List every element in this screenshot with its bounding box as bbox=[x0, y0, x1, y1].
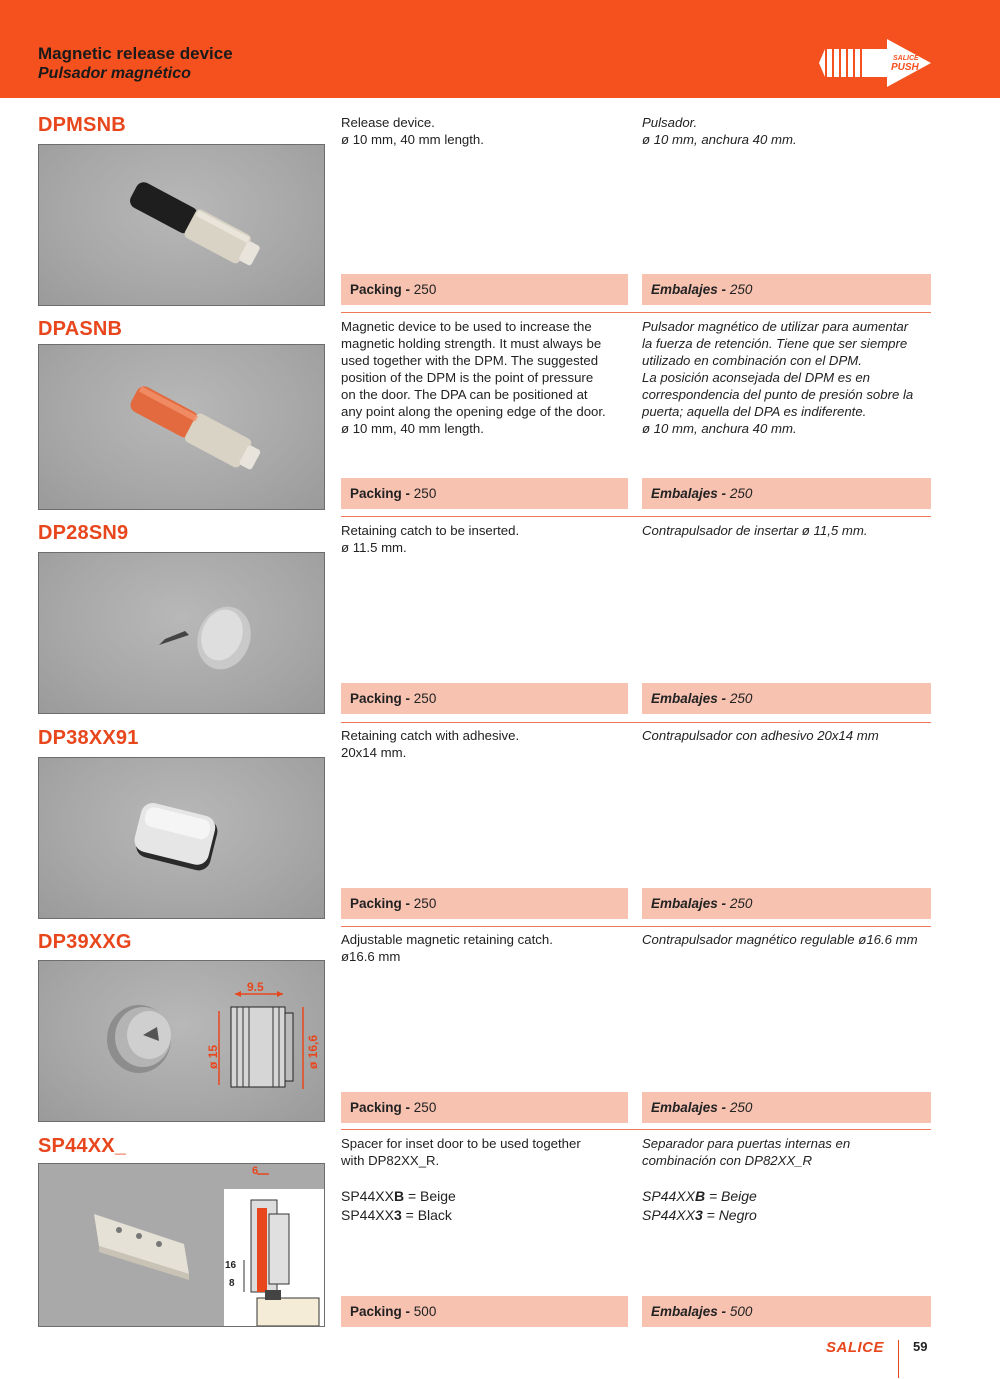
header-title-en: Magnetic release device bbox=[38, 44, 233, 63]
description-es: Contrapulsador magnético regulable ø16.6 mm bbox=[642, 932, 918, 947]
packing-box: Packing - 250 bbox=[341, 478, 628, 509]
description-es: Pulsador. ø 10 mm, anchura 40 mm. bbox=[642, 115, 797, 147]
product-code: SP44XX_ bbox=[38, 1135, 127, 1157]
page-number: 59 bbox=[913, 1339, 928, 1354]
description-en: Adjustable magnetic retaining catch. ø16.6 mm bbox=[341, 932, 553, 964]
product-photo bbox=[38, 552, 325, 714]
description-en: Spacer for inset door to be used together with DP82XX_R. SP44XXB = Beige SP44XX3 = Black bbox=[341, 1135, 626, 1225]
variant-line: SP44XX3 = Black bbox=[341, 1207, 452, 1223]
product-photo bbox=[38, 960, 325, 1122]
product-photo bbox=[38, 757, 325, 919]
svg-text:ø 15: ø 15 bbox=[206, 1044, 220, 1069]
svg-text:9.5: 9.5 bbox=[247, 980, 264, 994]
description-en: Release device. ø 10 mm, 40 mm length. bbox=[341, 115, 484, 147]
svg-text:ø 16,6: ø 16,6 bbox=[306, 1034, 320, 1069]
product-photo bbox=[38, 344, 325, 510]
svg-text:SALICE: SALICE bbox=[893, 55, 919, 62]
description-es: Contrapulsador con adhesivo 20x14 mm bbox=[642, 728, 879, 743]
row-divider bbox=[341, 516, 931, 517]
variant-line: SP44XXB = Beige bbox=[341, 1188, 456, 1204]
description-es: Pulsador magnético de utilizar para aumentar la fuerza de retención. Tiene que ser siempre utilizado en combinación con el DPM. La posición aconsejada del DPM es en correspondencia del punto de presión sobre la puerta; aquella del DPA es indiferente. ø 10 mm, anchura 40 mm. bbox=[642, 319, 914, 436]
product-photo bbox=[38, 1163, 325, 1327]
packing-box: Packing - 250 bbox=[341, 1092, 628, 1123]
description-en: Magnetic device to be used to increase the magnetic holding strength. It must always be used together with the DPM. The suggested position of the DPM is the point of pressure on the door. The DPA can be positioned at any point along the opening edge of the door. ø 10 mm, 40 mm length. bbox=[341, 319, 606, 436]
svg-text:8: 8 bbox=[229, 1278, 235, 1289]
packing-box: Packing - 500 bbox=[341, 1296, 628, 1327]
embalajes-box: Embalajes - 250 bbox=[642, 1092, 931, 1123]
product-code: DP39XXG bbox=[38, 931, 132, 953]
header-title-es: Pulsador magnético bbox=[38, 65, 191, 82]
embalajes-box: Embalajes - 250 bbox=[642, 888, 931, 919]
variant-line: SP44XX3 = Negro bbox=[642, 1207, 757, 1223]
embalajes-box: Embalajes - 250 bbox=[642, 683, 931, 714]
svg-text:6: 6 bbox=[252, 1165, 259, 1177]
svg-text:16: 16 bbox=[225, 1260, 237, 1271]
row-divider bbox=[341, 722, 931, 723]
embalajes-box: Embalajes - 250 bbox=[642, 274, 931, 305]
row-divider bbox=[341, 1129, 931, 1130]
product-code: DPASNB bbox=[38, 318, 123, 340]
page-header bbox=[0, 0, 1000, 98]
packing-box: Packing - 250 bbox=[341, 683, 628, 714]
salice-logo: SALICE bbox=[826, 1339, 885, 1356]
product-code: DP38XX91 bbox=[38, 727, 139, 749]
product-photo bbox=[38, 144, 325, 306]
product-code: DP28SN9 bbox=[38, 522, 129, 544]
svg-text:PUSH: PUSH bbox=[891, 62, 919, 73]
embalajes-box: Embalajes - 250 bbox=[642, 478, 931, 509]
footer-divider bbox=[898, 1340, 899, 1378]
description-es: Separador para puertas internas en combinación con DP82XX_R SP44XXB = Beige SP44XX3 = Negro bbox=[642, 1135, 932, 1225]
packing-box: Packing - 250 bbox=[341, 888, 628, 919]
product-code: DPMSNB bbox=[38, 114, 126, 136]
salice-push-logo-icon bbox=[815, 38, 935, 88]
variant-line: SP44XXB = Beige bbox=[642, 1188, 757, 1204]
row-divider bbox=[341, 926, 931, 927]
packing-box: Packing - 250 bbox=[341, 274, 628, 305]
description-es: Contrapulsador de insertar ø 11,5 mm. bbox=[642, 523, 868, 538]
row-divider bbox=[341, 312, 931, 313]
description-en: Retaining catch with adhesive. 20x14 mm. bbox=[341, 728, 520, 760]
description-en: Retaining catch to be inserted. ø 11.5 mm. bbox=[341, 523, 520, 555]
embalajes-box: Embalajes - 500 bbox=[642, 1296, 931, 1327]
